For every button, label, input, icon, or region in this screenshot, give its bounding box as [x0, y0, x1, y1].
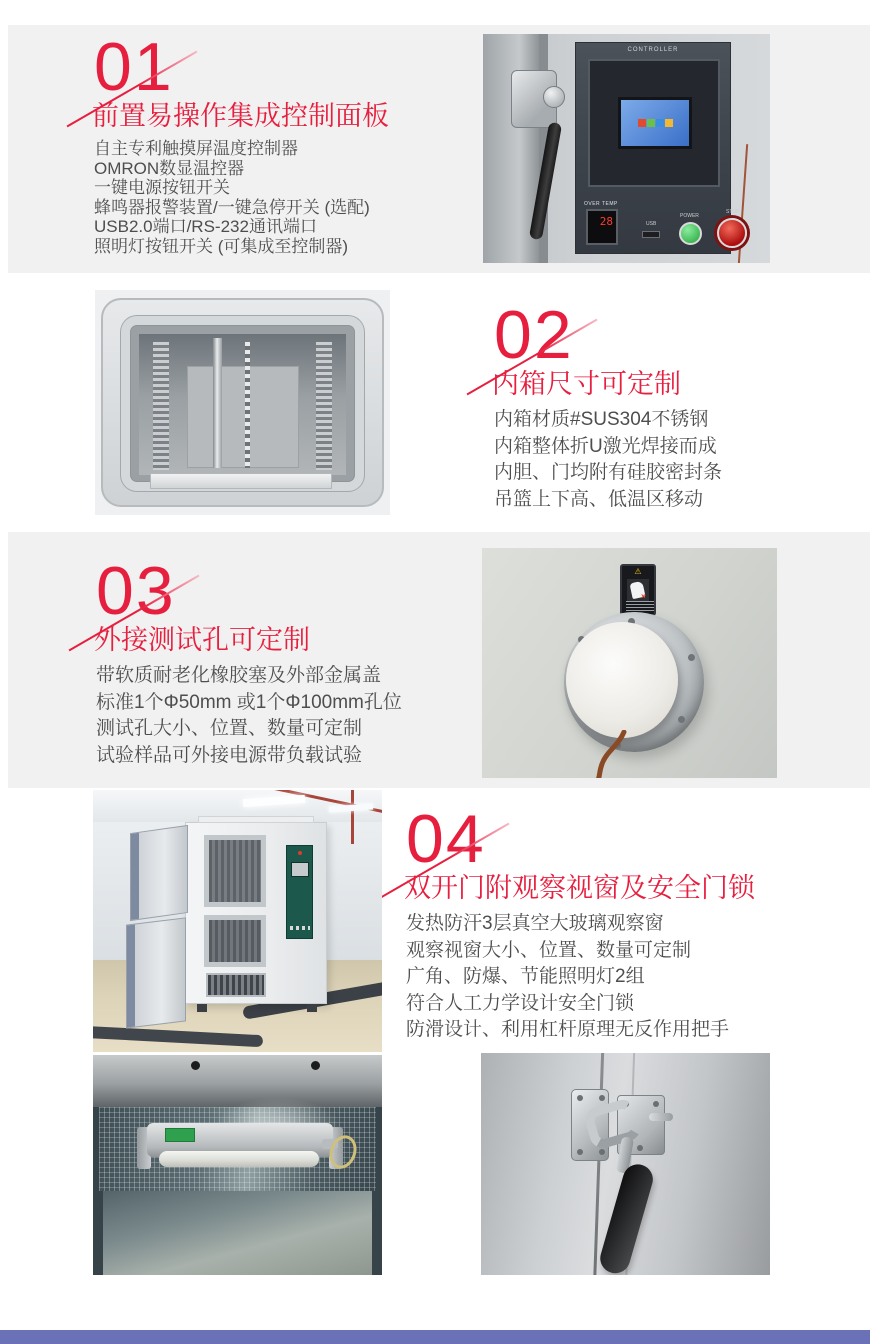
touchscreen-bezel [588, 59, 720, 187]
photo-inner-chamber [95, 290, 390, 515]
feature-line: USB2.0端口/RS-232通讯端口 [94, 217, 317, 236]
feature-line: 内箱整体折U激光焊接而成 [494, 435, 717, 457]
usb-port-graphic [642, 231, 660, 238]
touchscreen-graphic [618, 97, 692, 149]
temperature-display [586, 209, 618, 245]
feature-line: 广角、防爆、节能照明灯2组 [406, 966, 645, 987]
lintel-screw [191, 1061, 200, 1070]
machine-foot [307, 1004, 317, 1012]
open-door-lower [126, 917, 186, 1028]
sample-basket [150, 473, 332, 489]
power-label: POWER [680, 213, 699, 219]
feature-line: 防滑设计、利用杠杆原理无反作用把手 [406, 1019, 730, 1040]
lamp-tube [159, 1151, 319, 1167]
section-number: 02 [494, 297, 574, 373]
section-title: 双开门附观察视窗及安全门锁 [404, 873, 755, 903]
feature-line: 蜂鸣器报警装置/一键急停开关 (选配) [94, 197, 370, 217]
stop-button-graphic [717, 218, 747, 248]
feature-lines [94, 139, 370, 256]
screen-logo-red [638, 119, 646, 127]
temperature-value: 28 [599, 215, 613, 228]
latch-screw [637, 1145, 643, 1151]
photo-interior-lamp [93, 1055, 382, 1275]
screen-logo-green [647, 119, 655, 127]
hinge-knob [543, 86, 565, 108]
usb-label: USB [646, 221, 657, 227]
photo-door-latch [481, 1053, 770, 1275]
ceiling-pipe [351, 790, 354, 844]
footer-bar [0, 1330, 870, 1344]
warning-icon: ⚠ [634, 567, 642, 576]
sensor-pole [213, 338, 222, 468]
latch-screw [599, 1149, 605, 1155]
screen-logo-blue [656, 119, 664, 127]
rubber-plug [566, 622, 678, 738]
mini-buttons [290, 926, 310, 930]
latch-screw [653, 1101, 659, 1107]
photo-test-port [482, 548, 777, 778]
glass-sill [103, 1191, 372, 1275]
prohibit-mark: × [641, 592, 646, 601]
feature-line: 内胆、门均附有硅胶密封条 [494, 462, 723, 483]
machine-foot [197, 1004, 207, 1012]
test-wire [578, 730, 638, 778]
latch-pin [649, 1113, 673, 1121]
feature-line: 测试孔大小、位置、数量可定制 [96, 718, 363, 739]
lintel-screw [311, 1061, 320, 1070]
chamber-backwall [187, 366, 299, 468]
stop-label: STOP [726, 209, 740, 215]
flange-bolt [678, 716, 685, 723]
latch-screw [599, 1095, 605, 1101]
section-number: 03 [96, 553, 176, 629]
latch-screw [577, 1149, 583, 1155]
section-number: 04 [406, 801, 486, 877]
chamber-body [185, 822, 327, 1004]
mini-screen [291, 862, 309, 877]
photo-double-door-chamber [93, 790, 382, 1052]
feature-line: 带软质耐老化橡胶塞及外部金属盖 [96, 665, 382, 686]
latch-screw [577, 1095, 583, 1101]
sticker-fine-print [626, 601, 654, 611]
feature-line: 吊篮上下高、低温区移动 [494, 488, 704, 510]
lamp-green-label [165, 1128, 195, 1142]
lower-chamber-opening [204, 915, 266, 967]
feature-line: 标准1个Φ50mm 或1个Φ100mm孔位 [96, 691, 402, 713]
section-title: 前置易操作集成控制面板 [92, 101, 389, 131]
upper-chamber-opening [204, 835, 266, 907]
power-button-graphic [679, 222, 702, 245]
feature-lines [406, 911, 729, 1044]
feature-line: 发热防汗3层真空大玻璃观察窗 [406, 913, 664, 934]
open-door-upper [130, 825, 188, 921]
hanging-chain [245, 342, 250, 468]
flange-bolt [688, 654, 695, 661]
photo-control-panel [483, 34, 770, 263]
shelf-rail-right [316, 342, 332, 470]
feature-line: 内箱材质#SUS304不锈钢 [494, 409, 709, 430]
feature-line: 符合人工力学设计安全门锁 [406, 992, 635, 1014]
over-temp-label: OVER TEMP [584, 201, 618, 207]
chamber-top-vent [198, 816, 314, 823]
warning-sticker [620, 564, 656, 616]
section-title: 外接测试孔可定制 [94, 625, 310, 655]
warning-hand-panel [627, 579, 649, 601]
controller-panel-graphic [575, 42, 740, 254]
screen-logo-yellow [665, 119, 673, 127]
feature-lines [96, 663, 402, 769]
side-control-strip [286, 845, 313, 939]
feature-line: 试验样品可外接电源带负载试验 [96, 744, 363, 766]
bottom-grille [206, 973, 266, 997]
feature-lines [494, 407, 722, 513]
controller-label: CONTROLLER [627, 47, 679, 53]
indicator-light [298, 851, 302, 855]
feature-line: 自主专利触摸屏温度控制器 [94, 139, 298, 158]
section-number: 01 [94, 29, 174, 105]
feature-line: 照明灯按钮开关 (可集成至控制器) [94, 236, 349, 256]
shelf-rail-left [153, 342, 169, 470]
feature-line: 观察视窗大小、位置、数量可定制 [406, 939, 692, 961]
feature-line: 一键电源按钮开关 [94, 178, 230, 197]
section-title: 内箱尺寸可定制 [492, 369, 681, 399]
feature-line: OMRON数显温控器 [94, 158, 245, 178]
